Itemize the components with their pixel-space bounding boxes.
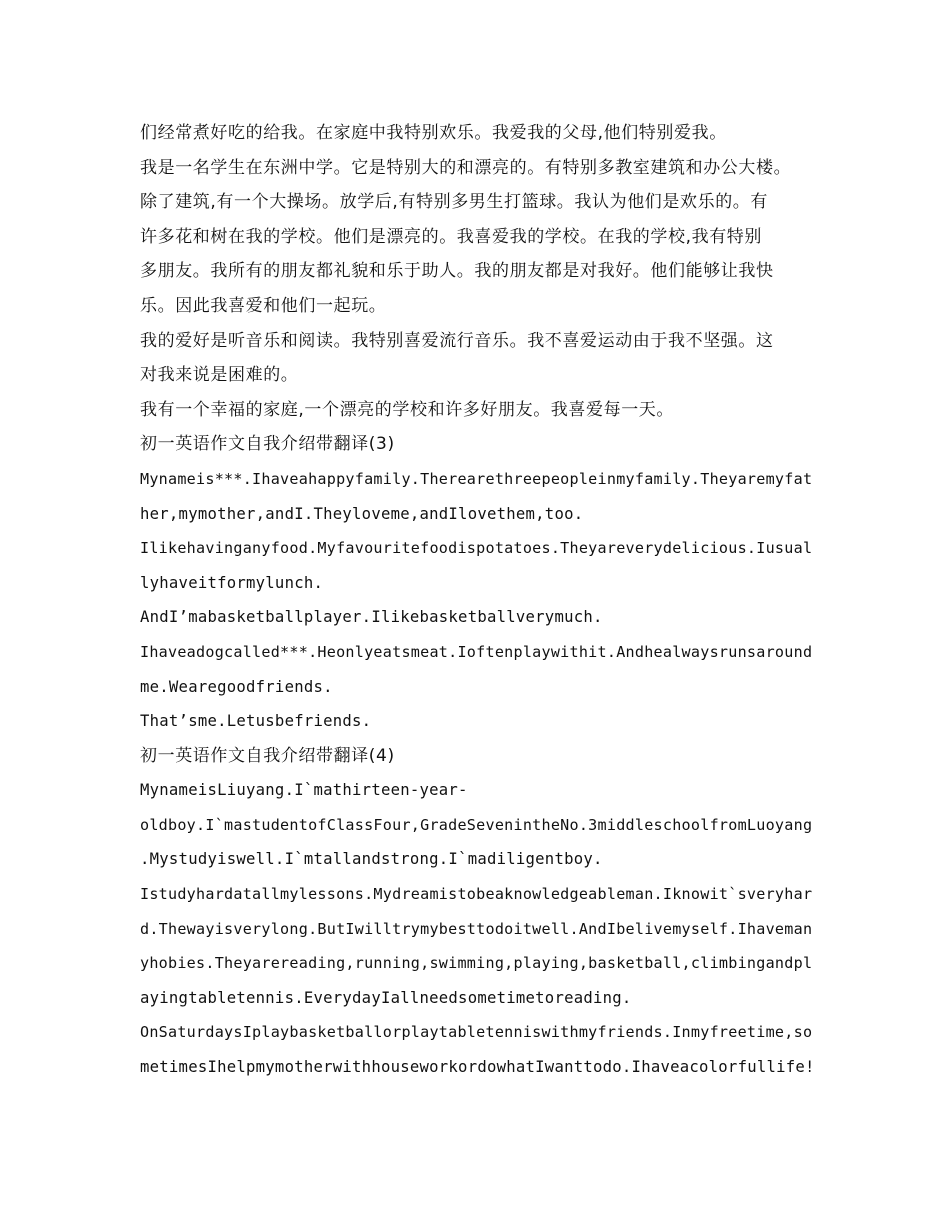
text-line: Ilikehavinganyfood.Myfavouritefoodispotatoes.Theyareverydelicious.Iusual bbox=[140, 539, 813, 558]
text-line: Mynameis***.Ihaveahappyfamily.Therearethreepeopleinmyfamily.Theyaremyfat bbox=[140, 469, 813, 488]
section-heading: 初一英语作文自我介绍带翻译(3) bbox=[140, 434, 395, 455]
text-line: her,mymother,andI.Theyloveme,andIlovethem,too. bbox=[140, 504, 584, 523]
text-line: metimesIhelpmymotherwithhouseworkordowhatIwanttodo.Ihaveacolorfullife! bbox=[140, 1058, 815, 1077]
text-line: 许多花和树在我的学校。他们是漂亮的。我喜爱我的学校。在我的学校,我有特别 bbox=[140, 226, 763, 247]
text-line: ayingtabletennis.EverydayIallneedsometimetoreading. bbox=[140, 988, 632, 1007]
text-line: .Mystudyiswell.I`mtallandstrong.I`madiligentboy. bbox=[140, 850, 603, 869]
text-line: yhobies.Theyarereading,running,swimming,playing,basketball,climbingandpl bbox=[140, 954, 813, 973]
text-line: lyhaveitformylunch. bbox=[140, 573, 324, 592]
text-line: MynameisLiuyang.I`mathirteen-year- bbox=[140, 781, 468, 800]
text-line: 们经常煮好吃的给我。在家庭中我特别欢乐。我爱我的父母,他们特别爱我。 bbox=[140, 123, 727, 143]
section-heading: 初一英语作文自我介绍带翻译(4) bbox=[140, 745, 395, 766]
text-line: 除了建筑,有一个大操场。放学后,有特别多男生打篮球。我认为他们是欢乐的。有 bbox=[140, 192, 769, 213]
text-line: 我的爱好是听音乐和阅读。我特别喜爱流行音乐。我不喜爱运动由于我不坚强。这 bbox=[140, 330, 774, 351]
text-line: oldboy.I`mastudentofClassFour,GradeSevenintheNo.3middleschoolfromLuoyang bbox=[140, 815, 813, 834]
text-line: 我是一名学生在东洲中学。它是特别大的和漂亮的。有特别多教室建筑和办公大楼。 bbox=[140, 157, 792, 178]
text-line: Istudyhardatallmylessons.Mydreamistobeaknowledgeableman.Iknowit`sveryhar bbox=[140, 885, 813, 904]
text-line: AndI’mabasketballplayer.Ilikebasketballverymuch. bbox=[140, 608, 603, 627]
text-line: 我有一个幸福的家庭,一个漂亮的学校和许多好朋友。我喜爱每一天。 bbox=[140, 399, 675, 420]
text-line: Ihaveadogcalled***.Heonlyeatsmeat.Ioftenplaywithit.Andhealwaysrunsaround bbox=[140, 642, 813, 661]
text-line: 对我来说是困难的。 bbox=[140, 365, 299, 386]
text-line: me.Wearegoodfriends. bbox=[140, 677, 333, 696]
text-line: That’sme.Letusbefriends. bbox=[140, 712, 372, 731]
text-line: 乐。因此我喜爱和他们一起玩。 bbox=[140, 295, 387, 316]
document-body bbox=[140, 116, 820, 1085]
text-line: 多朋友。我所有的朋友都礼貌和乐于助人。我的朋友都是对我好。他们能够让我快 bbox=[140, 261, 774, 282]
text-line: OnSaturdaysIplaybasketballorplaytabletenniswithmyfriends.Inmyfreetime,so bbox=[140, 1023, 813, 1042]
text-line: d.Thewayisverylong.ButIwilltrymybesttodoitwell.AndIbelivemyself.Ihaveman bbox=[140, 919, 813, 938]
